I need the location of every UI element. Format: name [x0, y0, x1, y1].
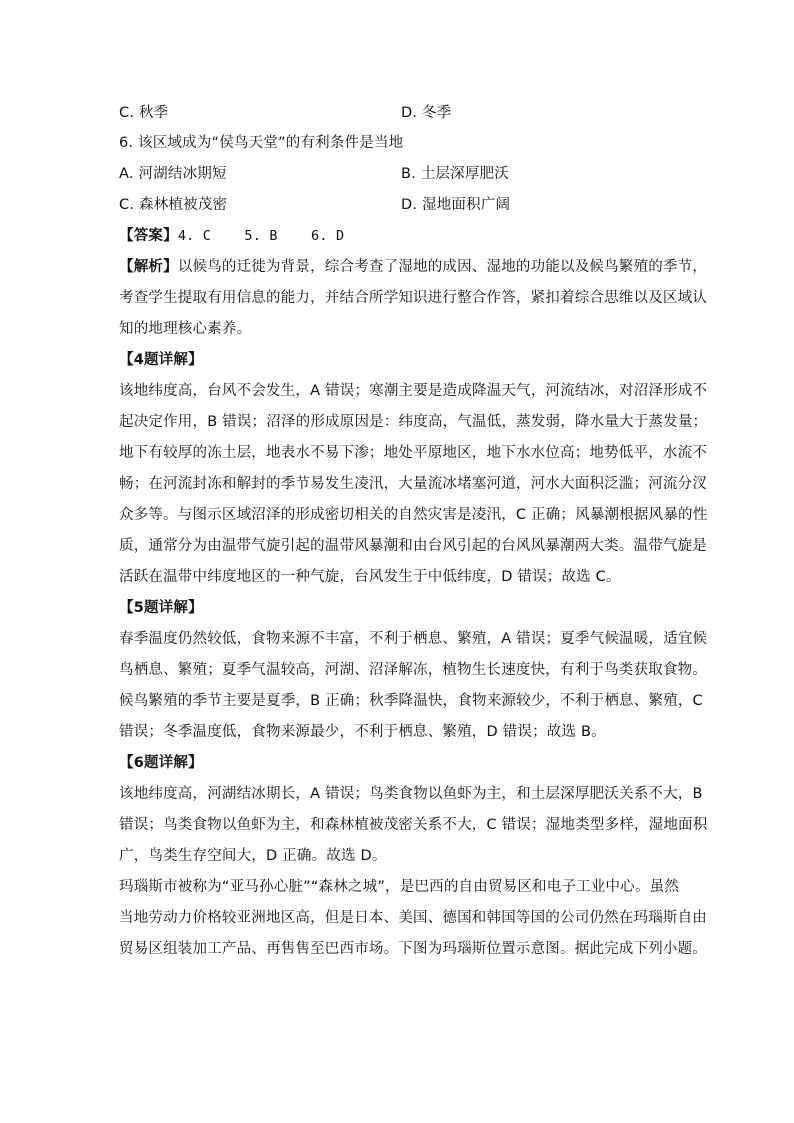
- detail-5-line-1: 春季温度仍然较低，食物来源不丰富，不利于栖息、繁殖，A 错误；夏季气候温暖，适宜候: [119, 631, 708, 647]
- detail-6-line-3: 广，鸟类生存空间大，D 正确。故选 D。: [119, 848, 387, 864]
- detail-4-line-7: 活跃在温带中纬度地区的一种气旋，台风发生于中低纬度，D 错误；故选 C。: [119, 569, 621, 585]
- option-d-q6: D. 湿地面积广阔: [401, 197, 511, 213]
- answer-value: 4. C 5. B 6. D: [177, 228, 345, 244]
- detail-6-label: 【6题详解】: [119, 755, 203, 771]
- passage-line-3: 贸易区组装加工产品、再售售至巴西市场。下图为玛瑙斯位置示意图。据此完成下列小题。: [119, 941, 707, 957]
- detail-5-line-3: 候鸟繁殖的季节主要是夏季，B 正确；秋季降温快，食物来源较少，不利于栖息、繁殖，C: [119, 693, 703, 709]
- detail-4-line-1: 该地纬度高，台风不会发生，A 错误；寒潮主要是造成降温天气，河流结冰，对沼泽形成不: [119, 383, 708, 399]
- detail-6-line-1: 该地纬度高，河湖结冰期长，A 错误；鸟类食物以鱼虾为主，和土层深厚肥沃关系不大，B: [119, 786, 703, 802]
- analysis-line-3: 知的地理核心素养。: [119, 321, 252, 337]
- passage-line-2: 当地劳动力价格较亚洲地区高，但是日本、美国、德国和韩国等国的公司仍然在玛瑙斯自由: [119, 910, 707, 926]
- option-d-q5: [401, 103, 451, 123]
- option-c-text: C. 秋季: [119, 105, 169, 121]
- detail-5-label: 【5题详解】: [119, 600, 203, 616]
- passage-line-1: 玛瑙斯市被称为“亚马孙心脏”“森林之城”，是巴西的自由贸易区和电子工业中心。虽然: [119, 879, 680, 895]
- analysis-text-1: 以候鸟的迁徙为背景，综合考查了湿地的成因、湿地的功能以及候鸟繁殖的季节，: [177, 259, 708, 275]
- option-c-q6: C. 森林植被茂密: [119, 197, 228, 213]
- detail-4-line-6: 质，通常分为由温带气旋引起的温带风暴潮和由台风引起的台风风暴潮两大类。温带气旋是: [119, 538, 707, 554]
- answer-line: [119, 226, 679, 246]
- option-d-text: D. 冬季: [401, 105, 452, 121]
- detail-4-label: 【4题详解】: [119, 352, 203, 368]
- detail-4-line-4: 畅；在河流封冻和解封的季节易发生凌汛，大量流冰堵塞河道，河水大面积泛滥；河流分汊: [119, 476, 707, 492]
- detail-6-line-2: 错误；鸟类食物以鱼虾为主，和森林植被茂密关系不大，C 错误；湿地类型多样，湿地面积: [119, 817, 708, 833]
- analysis-line-2: 考查学生提取有用信息的能力，并结合所学知识进行整合作答，紧扣着综合思维以及区域认: [119, 290, 707, 306]
- option-b-q6: B. 土层深厚肥沃: [401, 166, 509, 182]
- detail-4-line-3: 地下有较厚的冻土层，地表水不易下渗；地处平原地区，地下水水位高；地势低平，水流不: [119, 445, 707, 461]
- detail-4-line-2: 起决定作用，B 错误；沼泽的形成原因是：纬度高，气温低，蒸发弱，降水量大于蒸发量；: [119, 414, 708, 430]
- detail-5-line-2: 鸟栖息、繁殖；夏季气温较高，河湖、沼泽解冻，植物生长速度快，有利于鸟类获取食物。: [119, 662, 707, 678]
- detail-4-line-5: 众多等。与图示区域沼泽的形成密切相关的自然灾害是凌汛，C 正确；风暴潮根据风暴的性: [119, 507, 708, 523]
- analysis-line-1: [119, 257, 708, 277]
- analysis-label: 【解析】: [119, 259, 178, 275]
- question-6-stem: 6. 该区域成为“侯鸟天堂”的有利条件是当地: [119, 135, 404, 151]
- answer-label: 【答案】: [119, 228, 178, 244]
- option-a-q6: A. 河湖结冰期短: [119, 166, 227, 182]
- detail-5-line-4: 错误；冬季温度低，食物来源最少，不利于栖息、繁殖，D 错误；故选 B。: [119, 724, 606, 740]
- option-c-q5: [119, 103, 679, 123]
